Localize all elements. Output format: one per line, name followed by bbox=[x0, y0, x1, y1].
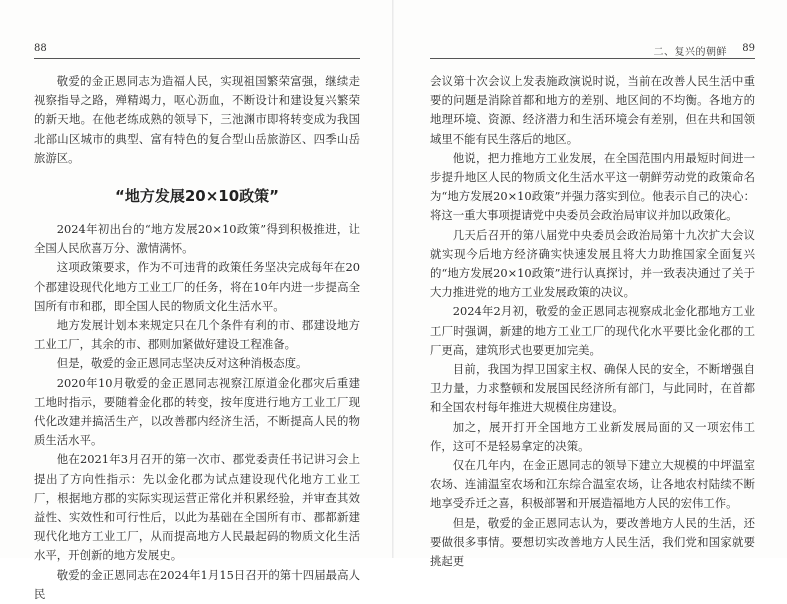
right-page bbox=[394, 0, 787, 569]
left-page-body bbox=[34, 72, 360, 604]
paragraph: 但是，敬爱的金正恩同志认为，要改善地方人民的生活，还要做很多事情。要想切实改善地方人民生活，我们党和国家就要挑起更 bbox=[430, 515, 755, 569]
paragraph: 加之，展开打开全国地方工业新发展局面的又一项宏伟工作，这可不是轻易拿定的决策。 bbox=[430, 419, 755, 453]
paragraph: 他说，把力推地方工业发展，在全国范围内用最短时间进一步提升地区人民的物质文化生活水平这一朝鲜劳动党的政策命名为“地方发展20×10政策”并强力落实到位。他表示自己的决心：将这一重大事项提请党中央委员会政治局审议并加以政策化。 bbox=[430, 150, 755, 223]
paragraph: 目前，我国为捍卫国家主权、确保人民的安全，不断增强自卫力量，力求整顿和发展国民经济所有部门，与此同时，在首都和全国农村每年推进大规模住房建设。 bbox=[430, 362, 755, 415]
running-head: 二、复兴的朝鲜 bbox=[653, 47, 727, 58]
right-header-rule bbox=[430, 58, 755, 59]
paragraph-continued: 会议第十次会议上发表施政演说时说，当前在改善人民生活中重要的问题是消除首都和地方的差别、地区间的不均衡。各地方的地理环境、资源、经济潜力和生活环境会有差别，但在共和国领域里不能有民生落后的地区。 bbox=[430, 74, 755, 146]
paragraph: 他在2021年3月召开的第一次市、郡党委责任书记讲习会上提出了方向性指示：先以金化郡为试点建设现代化地方工业工厂，根据地方郡的实际实现运营正常化并积累经验，并审查其效益性、实效性和可行性后，以此为基础在全国所有市、郡都新建现代化地方工业工厂，从而提高地方人民最起码的物质文化生活水平，开创新的地方发展史。 bbox=[34, 452, 360, 563]
paragraph: 敬爱的金正恩同志为造福人民，实现祖国繁荣富强，继续走视察指导之路，殚精竭力，呕心沥血，不断设计和建设复兴繁荣的新天地。在他老练成熟的领导下，三池渊市即将转变成为我国北部山区城市的典型、富有特色的复合型山岳旅游区、四季山岳旅游区。 bbox=[34, 74, 360, 165]
paragraph: 仅在几年内，在金正恩同志的领导下建立大规模的中坪温室农场、连浦温室农场和江东综合温室农场，让各地农村陆续不断地享受乔迁之喜，积极部署和开展造福地方人民的宏伟工作。 bbox=[430, 458, 755, 511]
right-page-body bbox=[430, 72, 755, 571]
left-header-rule bbox=[34, 58, 360, 59]
paragraph: 但是，敬爱的金正恩同志坚决反对这种消极态度。 bbox=[56, 356, 308, 371]
left-page-header bbox=[34, 43, 47, 54]
right-page-number: 89 bbox=[742, 43, 755, 54]
paragraph: 2024年2月初，敬爱的金正恩同志视察成北金化郡地方工业工厂时强调，新建的地方工业工厂的现代化水平要比金化郡的工厂更高，建筑形式也要更加完美。 bbox=[430, 304, 755, 357]
paragraph: 几天后召开的第八届党中央委员会政治局第十九次扩大会议就实现今后地方经济确实快速发展且将大力助推国家全面复兴的“地方发展20×10政策”进行认真探讨，并一致表决通过了关于大力推进党的地方工业发展政策的决议。 bbox=[430, 227, 755, 300]
left-page-number: 88 bbox=[34, 43, 47, 54]
section-title: “地方发展20×10政策” bbox=[114, 187, 280, 206]
paragraph: 这项政策要求，作为不可违背的政策任务坚决完成每年在20个郡建设现代化地方工业工厂的任务，将在10年内进一步提高全国所有市和郡，即全国人民的物质文化生活水平。 bbox=[34, 260, 360, 313]
paragraph: 地方发展计划本来规定只在几个条件有利的市、郡建设地方工业工厂，其余的市、郡则加紧做好建设工程准备。 bbox=[34, 318, 360, 352]
paragraph: 2024年初出台的“地方发展20×10政策”得到积极推进，让全国人民欣喜万分、激情满怀。 bbox=[34, 222, 360, 256]
paragraph: 敬爱的金正恩同志在2024年1月15日召开的第十四届最高人民 bbox=[34, 567, 360, 601]
paragraph: 2020年10月敬爱的金正恩同志视察江原道金化郡灾后重建工地时指示，要随着金化郡的转变，按年度进行地方工业工厂现代化改建并搞活生产，以改善郡内经济生活，不断提高人民的物质生活水平。 bbox=[34, 375, 360, 448]
left-page bbox=[0, 0, 393, 601]
